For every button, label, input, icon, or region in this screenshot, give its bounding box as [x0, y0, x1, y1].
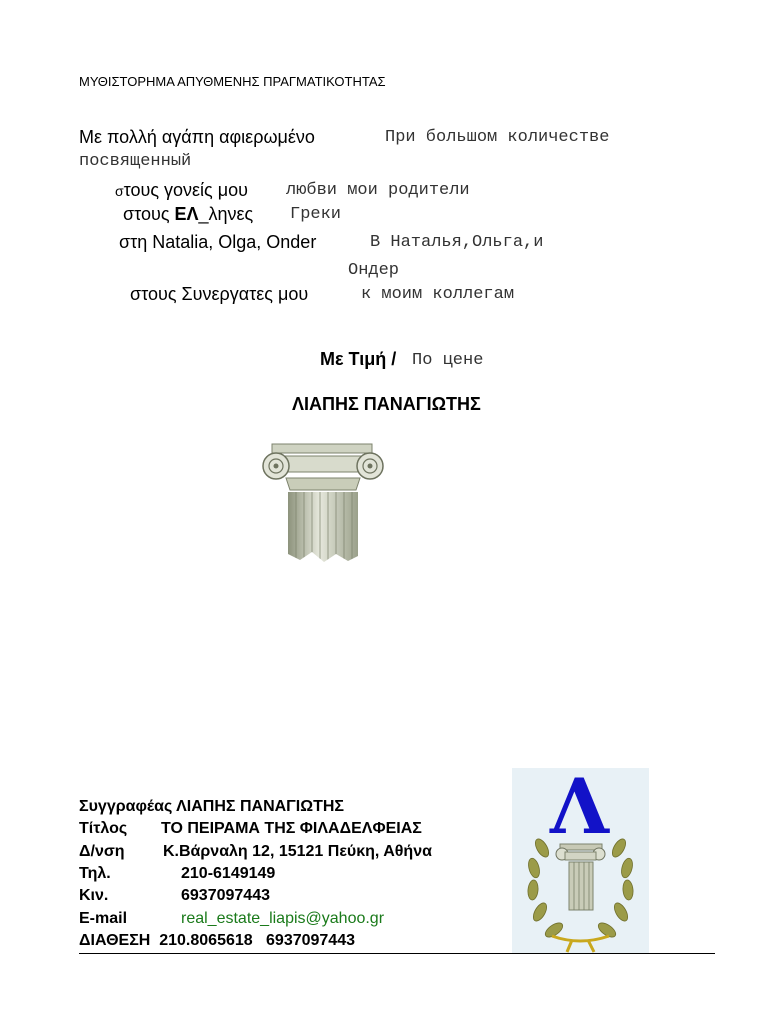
- footer-email-label: E-mail: [79, 910, 128, 927]
- footer-phone-value: 210-6149149: [181, 865, 276, 882]
- greeks-text-a: στους: [123, 204, 175, 224]
- footer-divider: [79, 953, 715, 954]
- document-header-title: ΜΥΘΙΣΤΟΡΗΜΑ ΑΠΥΘΜΕΝΗΣ ΠΡΑΓΜΑΤΙΚΟΤΗΤΑΣ: [79, 74, 386, 89]
- ionic-column-icon: [260, 442, 386, 566]
- footer-availability-label: ΔΙΑΘΕΣΗ: [79, 932, 151, 949]
- dedication-line-greek: Με πολλή αγάπη αφιερωμένο: [79, 127, 315, 147]
- parents-line-greek: [115, 180, 248, 201]
- footer-address-label: Δ/νση: [79, 843, 125, 860]
- names-line-greek: στη Natalia, Olga, Onder: [119, 232, 317, 252]
- colleagues-line-greek: στους Συνεργατες μου: [130, 284, 309, 304]
- parents-prefix: σ: [115, 183, 124, 199]
- footer-author-value: ΛΙΑΠΗΣ ΠΑΝΑΓΙΩΤΗΣ: [176, 798, 344, 815]
- dedication-line-russian-cont: посвященный: [79, 152, 192, 171]
- footer-email-link[interactable]: real_estate_liapis@yahoo.gr: [181, 910, 385, 927]
- author-heading: ΛΙΑΠΗΣ ΠΑΝΑΓΙΩΤΗΣ: [292, 394, 481, 414]
- footer-mobile-value: 6937097443: [181, 887, 270, 904]
- footer-address-value: Κ.Βάρναλη 12, 15121 Πεύκη, Αθήνα: [163, 843, 432, 860]
- honor-greek: Με Τιμή /: [320, 349, 397, 369]
- footer-availability-row: [79, 932, 355, 950]
- footer-phone-label: Τηλ.: [79, 865, 111, 882]
- colleagues-line-russian: к моим коллегам: [361, 285, 515, 304]
- greeks-text-c: _ληνες: [198, 204, 254, 224]
- footer-availability-value-2: 6937097443: [266, 932, 355, 949]
- greeks-text-b: ΕΛ: [174, 204, 199, 224]
- logo-letter: Λ: [550, 762, 609, 851]
- names-line-russian-cont: Ондер: [348, 261, 400, 280]
- greeks-line-russian: Греки: [290, 205, 342, 224]
- greeks-line-greek: [123, 204, 253, 225]
- dedication-line-russian: При большом количестве: [385, 128, 610, 147]
- footer-author-label: Συγγραφέας: [79, 798, 173, 815]
- footer-mobile-label: Κιν.: [79, 887, 109, 904]
- footer-author-row: [79, 798, 344, 816]
- names-line-russian: В Наталья,Ольга,и: [370, 233, 544, 252]
- parents-text: τους γονείς μου: [123, 180, 248, 200]
- honor-russian: По цене: [412, 351, 484, 370]
- footer-title-value: ΤΟ ΠΕΙΡΑΜΑ ΤΗΣ ΦΙΛΑΔΕΛΦΕΙΑΣ: [161, 820, 422, 837]
- footer-availability-value-1: 210.8065618: [159, 932, 253, 949]
- parents-line-russian: любви мои родители: [286, 181, 470, 200]
- footer-title-label: Τίτλος: [79, 820, 128, 837]
- publisher-logo: [512, 762, 649, 953]
